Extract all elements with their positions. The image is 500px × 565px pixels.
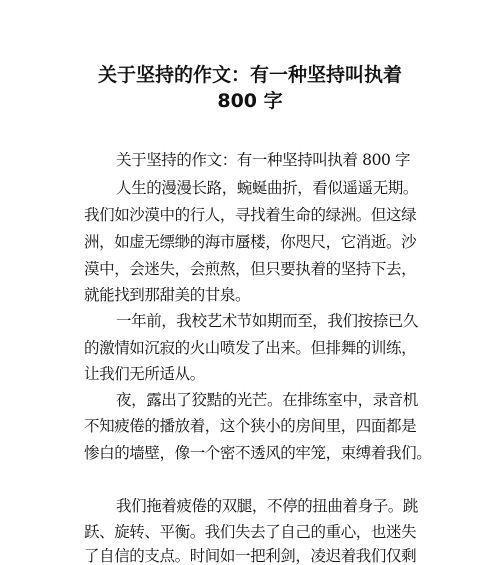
paragraph-line: 了自信的支点。时间如一把利剑，凌迟着我们仅剩 (84, 547, 417, 565)
paragraph-line: 我们如沙漠中的行人，寻找着生命的绿洲。但这绿 (84, 206, 417, 224)
document-title: 关于坚持的作文：有一种坚持叫执着 (97, 64, 402, 86)
paragraph-line: 让我们无所适从。 (84, 365, 205, 383)
paragraph-line: 人生的漫漫长路，蜿蜒曲折，看似遥遥无期。 (116, 179, 419, 197)
paragraph-line: 洲，如虚无缥缈的海市蜃楼，你咫尺，它消逝。沙 (84, 233, 417, 251)
paragraph-line: 夜，露出了狡黠的光芒。在排练室中，录音机 (116, 391, 419, 409)
paragraph-line: 我们拖着疲倦的双腿，不停的扭曲着身子。跳 (116, 497, 419, 515)
paragraph-line: 就能找到那甜美的甘泉。 (84, 286, 251, 304)
paragraph-line: 的激情如沉寂的火山喷发了出来。但排舞的训练， (84, 339, 417, 357)
document-title-continued: 800 字 (217, 90, 283, 112)
paragraph-line: 跃、旋转、平衡。我们失去了自己的重心，也迷失 (84, 523, 417, 541)
paragraph-line: 一年前，我校艺术节如期而至，我们按捺已久 (116, 312, 419, 330)
subtitle-line: 关于坚持的作文：有一种坚持叫执着 800 字 (116, 151, 411, 169)
paragraph-line: 漠中，会迷失，会煎熬，但只要执着的坚持下去， (84, 260, 417, 278)
paragraph-line: 不知疲倦的播放着，这个狭小的房间里，四面都是 (84, 417, 417, 435)
paragraph-line: 惨白的墙壁，像一个密不透风的牢笼，束缚着我们。 (84, 444, 432, 462)
